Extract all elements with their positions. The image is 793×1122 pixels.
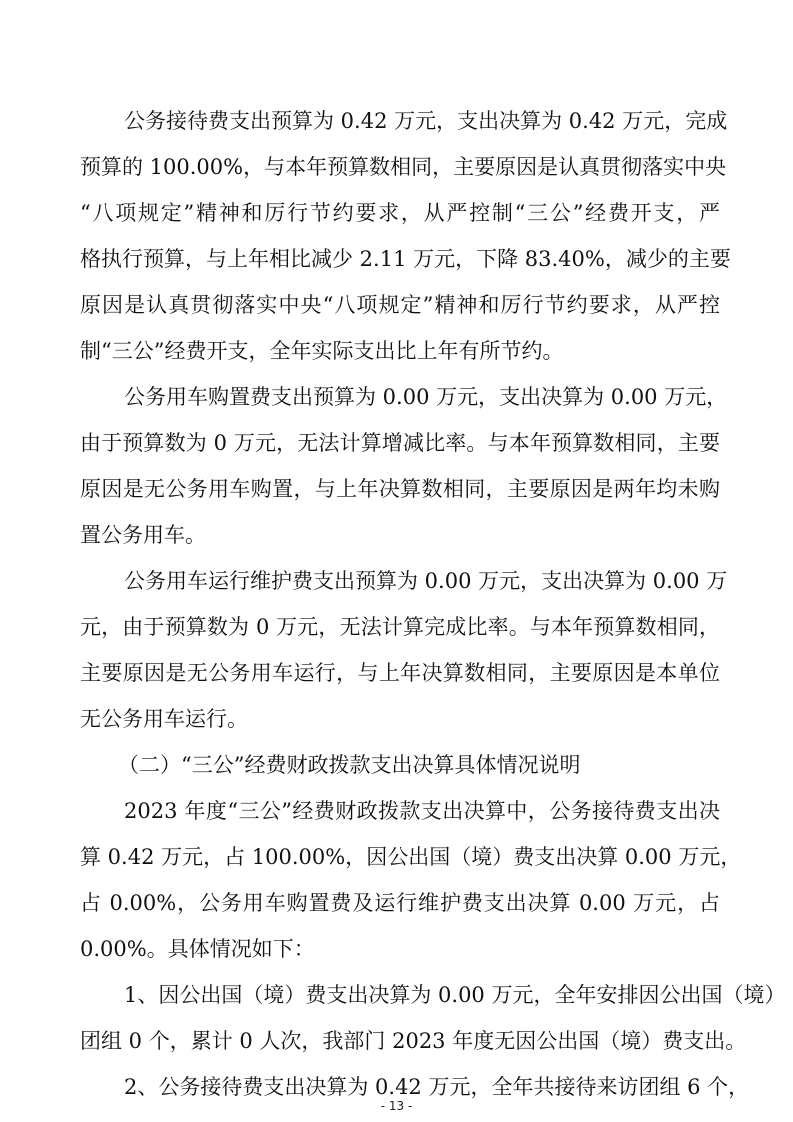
page-number: - 13 - [380,1099,413,1113]
paragraph-1-line-1: 公务接待费支出预算为 0.42 万元，支出决算为 0.42 万元，完成 [124,109,728,133]
paragraph-2-line-3: 原因是无公务用车购置，与上年决算数相同，主要原因是两年均未购 [80,477,720,501]
paragraph-3-line-4: 无公务用车运行。 [80,707,248,731]
paragraph-5-line-4: 0.00%。具体情况如下： [80,937,315,961]
paragraph-5-line-2: 算 0.42 万元，占 100.00%，因公出国（境）费支出决算 0.00 万元， [80,845,742,869]
paragraph-1-line-3: “八项规定”精神和厉行节约要求，从严控制“三公”经费开支，严 [80,201,720,225]
paragraph-3-line-1: 公务用车运行维护费支出预算为 0.00 万元，支出决算为 0.00 万 [124,569,728,593]
paragraph-1-line-4: 格执行预算，与上年相比减少 2.11 万元，下降 83.40%，减少的主要 [80,247,731,271]
paragraph-6-line-1: 1、因公出国（境）费支出决算为 0.00 万元，全年安排因公出国（境） [124,983,786,1007]
paragraph-2-line-4: 置公务用车。 [80,523,206,547]
paragraph-3-line-2: 元，由于预算数为 0 万元，无法计算完成比率。与本年预算数相同， [80,615,720,639]
paragraph-5-line-3: 占 0.00%，公务用车购置费及运行维护费支出决算 0.00 万元，占 [80,891,720,915]
paragraph-2-line-2: 由于预算数为 0 万元，无法计算增减比率。与本年预算数相同，主要 [80,431,720,455]
paragraph-3-line-3: 主要原因是无公务用车运行，与上年决算数相同，主要原因是本单位 [80,661,720,685]
paragraph-6-line-2: 团组 0 个，累计 0 人次，我部门 2023 年度无因公出国（境）费支出。 [80,1029,747,1053]
paragraph-7-line-1: 2、公务接待费支出决算为 0.42 万元，全年共接待来访团组 6 个， [124,1075,750,1099]
paragraph-5-line-1: 2023 年度“三公”经费财政拨款支出决算中，公务接待费支出决 [124,799,720,823]
paragraph-2-line-1: 公务用车购置费支出预算为 0.00 万元，支出决算为 0.00 万元， [124,385,728,409]
section-heading: （二）“三公”经费财政拨款支出决算具体情况说明 [118,753,581,777]
paragraph-1-line-5: 原因是认真贯彻落实中央“八项规定”精神和厉行节约要求，从严控 [80,293,720,317]
paragraph-1-line-2: 预算的 100.00%，与本年预算数相同，主要原因是认真贯彻落实中央 [80,155,727,179]
paragraph-1-line-6: 制“三公”经费开支，全年实际支出比上年有所节约。 [80,339,564,363]
